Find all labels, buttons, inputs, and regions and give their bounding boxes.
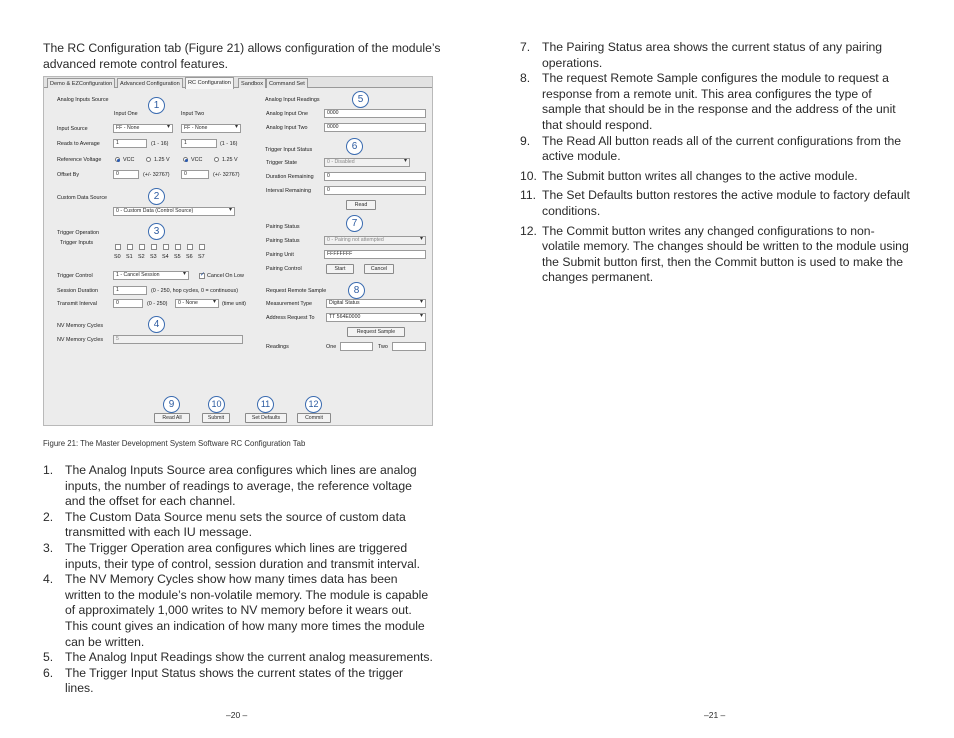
ref-two-125-radio[interactable] xyxy=(214,157,219,162)
list-item xyxy=(520,40,910,71)
callout-9: 9 xyxy=(163,396,180,413)
list-item-number: 8. xyxy=(520,71,531,86)
readings-one-field xyxy=(340,342,373,351)
trigger-input-status-title: Trigger Input Status xyxy=(265,147,313,153)
trigger-control-select[interactable]: 1 - Cancel Session ▾ xyxy=(113,271,189,280)
analog-input-one-label: Analog Input One xyxy=(266,111,308,117)
input-source-one-select[interactable]: FF - None ▾ xyxy=(113,124,173,133)
trigger-operation-title: Trigger Operation xyxy=(57,230,100,236)
cancel-on-low-label: Cancel On Low xyxy=(207,273,244,279)
trigger-s2-checkbox[interactable] xyxy=(139,244,145,250)
right-page xyxy=(477,0,954,738)
reads-two-input[interactable]: 1 xyxy=(181,139,217,148)
trigger-state-label: Trigger State xyxy=(266,160,297,166)
list-item-text: The Trigger Operation area configures which lines are triggered inputs, their type of control, session duration and transmit interval. xyxy=(65,540,420,571)
request-remote-sample-title: Request Remote Sample xyxy=(266,288,327,294)
list-item-text: The Analog Input Readings show the current analog measurements. xyxy=(65,650,433,665)
intro-paragraph: The RC Configuration tab (Figure 21) allows configuration of the module’s advanced remote control features. xyxy=(43,41,441,71)
callout-12: 12 xyxy=(305,396,322,413)
tab-rc-configuration[interactable]: RC Configuration xyxy=(185,77,234,89)
pairing-status-title: Pairing Status xyxy=(266,224,300,230)
tab-advanced-configuration[interactable]: Advanced Configuration xyxy=(117,78,183,88)
address-request-to-select[interactable]: TT 564E0000 ▾ xyxy=(326,313,426,322)
callout-7: 7 xyxy=(346,215,363,232)
callout-4: 4 xyxy=(148,316,165,333)
pairing-unit-label: Pairing Unit xyxy=(266,252,294,258)
list-item-number: 3. xyxy=(43,540,54,555)
ref-one-125-radio[interactable] xyxy=(146,157,151,162)
readings-one-label: One xyxy=(326,344,337,350)
offset-by-label: Offset By xyxy=(57,172,80,178)
list-item xyxy=(43,510,433,541)
readings-two-field xyxy=(392,342,426,351)
duration-remaining-field: 0 xyxy=(324,172,426,181)
list-item-text: The Pairing Status area shows the current status of any pairing operations. xyxy=(542,40,883,70)
ref-two-vcc-radio[interactable] xyxy=(183,157,188,162)
tab-sandbox[interactable]: Sandbox xyxy=(238,78,266,88)
offset-range-two: (+/- 32767) xyxy=(213,172,240,178)
interval-remaining-field: 0 xyxy=(324,186,426,195)
callout-1: 1 xyxy=(148,97,165,114)
list-item-text: The Read All button reads all of the current configurations from the active module. xyxy=(542,133,902,164)
list-item xyxy=(43,650,433,666)
right-numbered-list xyxy=(520,40,910,286)
list-item xyxy=(520,71,910,133)
transmit-interval-input[interactable]: 0 xyxy=(113,299,143,308)
channel-label-s6: S6 xyxy=(186,254,193,260)
ref-one-vcc-radio[interactable] xyxy=(115,157,120,162)
readings-label: Readings xyxy=(266,344,289,350)
list-item-text: The Analog Inputs Source area configures which lines are analog inputs, the number of readings to average, the reference voltage and the offset for each channel. xyxy=(65,463,417,509)
cancel-on-low-checkbox[interactable] xyxy=(199,273,205,279)
pairing-unit-field[interactable]: FFFFFFFF xyxy=(324,250,426,259)
pairing-status-select: 0 - Pairing not attempted ▾ xyxy=(324,236,426,245)
trigger-s3-checkbox[interactable] xyxy=(151,244,157,250)
list-item-text: The Trigger Input Status shows the current states of the trigger lines. xyxy=(65,665,404,696)
offset-range-one: (+/- 32767) xyxy=(143,172,170,178)
ref-two-vcc-label: VCC xyxy=(191,157,203,163)
session-duration-input[interactable]: 1 xyxy=(113,286,147,295)
pairing-control-label: Pairing Control xyxy=(266,266,302,272)
analog-input-two-field: 0000 xyxy=(324,123,426,132)
analog-input-two-label: Analog Input Two xyxy=(266,125,308,131)
nv-memory-cycles-label: NV Memory Cycles xyxy=(57,337,104,343)
nv-memory-title: NV Memory Cycles xyxy=(57,323,104,329)
callout-11: 11 xyxy=(257,396,274,413)
set-defaults-button[interactable]: Set Defaults xyxy=(245,413,287,423)
ref-one-vcc-label: VCC xyxy=(123,157,135,163)
trigger-s0-checkbox[interactable] xyxy=(115,244,121,250)
channel-label-s4: S4 xyxy=(162,254,169,260)
channel-label-s0: S0 xyxy=(114,254,121,260)
list-item xyxy=(520,169,910,185)
list-item-number: 2. xyxy=(43,509,54,524)
list-item-text: The NV Memory Cycles show how many times data has been written to the module’s non-volatile memory. The module is capable of approximately 1,000 writes to NV memory before it wears out. This count gives an indication of how many more times the module can be written. xyxy=(65,572,429,649)
read-all-button[interactable]: Read All xyxy=(154,413,190,423)
submit-button[interactable]: Submit xyxy=(202,413,230,423)
list-item xyxy=(43,666,433,697)
list-item xyxy=(520,134,910,165)
list-item-number: 1. xyxy=(43,463,54,477)
channel-label-s3: S3 xyxy=(150,254,157,260)
input-source-label: Input Source xyxy=(57,126,88,132)
list-item xyxy=(43,541,433,572)
input-one-header: Input One xyxy=(114,111,138,117)
analog-inputs-source-title: Analog Inputs Source xyxy=(57,97,109,103)
trigger-inputs-label: Trigger Inputs xyxy=(60,240,94,246)
measurement-type-select[interactable]: Digital Status ▾ xyxy=(326,299,426,308)
reference-voltage-label: Reference Voltage xyxy=(57,157,102,163)
read-button[interactable]: Read xyxy=(346,200,376,210)
nv-memory-cycles-field: 5 xyxy=(113,335,243,344)
list-item-text: The Submit button writes all changes to the active module. xyxy=(542,168,858,183)
tab-demo-ezconfiguration[interactable]: Demo & EZConfiguration xyxy=(47,78,115,88)
transmit-interval-unit-select[interactable]: 0 - None ▾ xyxy=(175,299,219,308)
input-source-two-select[interactable]: FF - None ▾ xyxy=(181,124,241,133)
trigger-s1-checkbox[interactable] xyxy=(127,244,133,250)
interval-remaining-label: Interval Remaining xyxy=(266,188,311,194)
list-item-number: 12. xyxy=(520,223,537,238)
callout-5: 5 xyxy=(352,91,369,108)
right-page-number: –21 – xyxy=(704,710,726,720)
list-item-number: 4. xyxy=(43,572,54,587)
channel-label-s5: S5 xyxy=(174,254,181,260)
callout-10: 10 xyxy=(208,396,225,413)
reads-to-average-label: Reads to Average xyxy=(57,141,100,147)
session-duration-hint: (0 - 250, hop cycles, 0 = continuous) xyxy=(151,288,239,294)
ref-one-125-label: 1.25 V xyxy=(154,157,170,163)
list-item-number: 7. xyxy=(520,40,531,54)
reads-range-two: (1 - 16) xyxy=(220,141,238,147)
custom-data-source-select[interactable]: 0 - Custom Data (Control Source) ▾ xyxy=(113,207,235,216)
channel-label-s7: S7 xyxy=(198,254,205,260)
tab-bar xyxy=(44,77,432,88)
callout-2: 2 xyxy=(148,188,165,205)
tab-command-set[interactable]: Command Set xyxy=(266,78,308,88)
trigger-s5-checkbox[interactable] xyxy=(175,244,181,250)
channel-label-s2: S2 xyxy=(138,254,145,260)
commit-button[interactable]: Commit xyxy=(297,413,331,423)
list-item-number: 6. xyxy=(43,665,54,680)
measurement-type-label: Measurement Type xyxy=(266,301,313,307)
list-item-number: 5. xyxy=(43,650,54,665)
callout-8: 8 xyxy=(348,282,365,299)
duration-remaining-label: Duration Remaining xyxy=(266,174,314,180)
pairing-cancel-button[interactable]: Cancel xyxy=(364,264,394,274)
list-item-number: 9. xyxy=(520,133,531,148)
input-two-header: Input Two xyxy=(181,111,205,117)
transmit-interval-label: Transmit Interval xyxy=(57,301,97,307)
ref-two-125-label: 1.25 V xyxy=(222,157,238,163)
pairing-status-label: Pairing Status xyxy=(266,238,300,244)
trigger-s6-checkbox[interactable] xyxy=(187,244,193,250)
trigger-state-select: 0 - Disabled ▾ xyxy=(324,158,410,167)
callout-6: 6 xyxy=(346,138,363,155)
readings-two-label: Two xyxy=(378,344,388,350)
custom-data-source-title: Custom Data Source xyxy=(57,195,108,201)
trigger-s7-checkbox[interactable] xyxy=(199,244,205,250)
list-item xyxy=(43,572,433,650)
figure-caption: Figure 21: The Master Development System Software RC Configuration Tab xyxy=(43,439,306,448)
channel-label-s1: S1 xyxy=(126,254,133,260)
transmit-interval-hint: (time unit) xyxy=(222,301,246,307)
callout-3: 3 xyxy=(148,223,165,240)
list-item-text: The Set Defaults button restores the active module to factory default conditions. xyxy=(542,188,910,218)
offset-two-input[interactable]: 0 xyxy=(181,170,209,179)
list-item-number: 10. xyxy=(520,168,537,183)
analog-input-readings-title: Analog Input Readings xyxy=(265,97,320,103)
list-item-text: The Commit button writes any changed configurations to non-volatile memory. The changes should be written to the module using the Submit button first, then the Commit button is used to make the changes permanent. xyxy=(542,223,909,285)
rc-configuration-screenshot xyxy=(43,76,433,426)
list-item xyxy=(43,463,433,510)
list-item-text: The request Remote Sample configures the module to request a response from a remote unit. This area configures the type of sample that should be in the response and the address of the unit that should respond. xyxy=(542,71,896,132)
address-request-to-label: Address Request To xyxy=(266,315,315,321)
left-page-number: –20 – xyxy=(226,710,248,720)
pairing-start-button[interactable]: Start xyxy=(326,264,354,274)
trigger-s4-checkbox[interactable] xyxy=(163,244,169,250)
offset-one-input[interactable]: 0 xyxy=(113,170,139,179)
left-numbered-list xyxy=(43,463,433,697)
reads-one-input[interactable]: 1 xyxy=(113,139,147,148)
request-sample-button[interactable]: Request Sample xyxy=(347,327,405,337)
reads-range-one: (1 - 16) xyxy=(151,141,169,147)
session-duration-label: Session Duration xyxy=(57,288,99,294)
transmit-interval-range: (0 - 250) xyxy=(147,301,168,307)
trigger-control-label: Trigger Control xyxy=(57,273,93,279)
list-item xyxy=(520,224,910,286)
analog-input-one-field: 0000 xyxy=(324,109,426,118)
list-item-number: 11. xyxy=(520,188,537,203)
list-item-text: The Custom Data Source menu sets the source of custom data transmitted with each IU message. xyxy=(65,509,406,540)
list-item xyxy=(520,188,910,219)
